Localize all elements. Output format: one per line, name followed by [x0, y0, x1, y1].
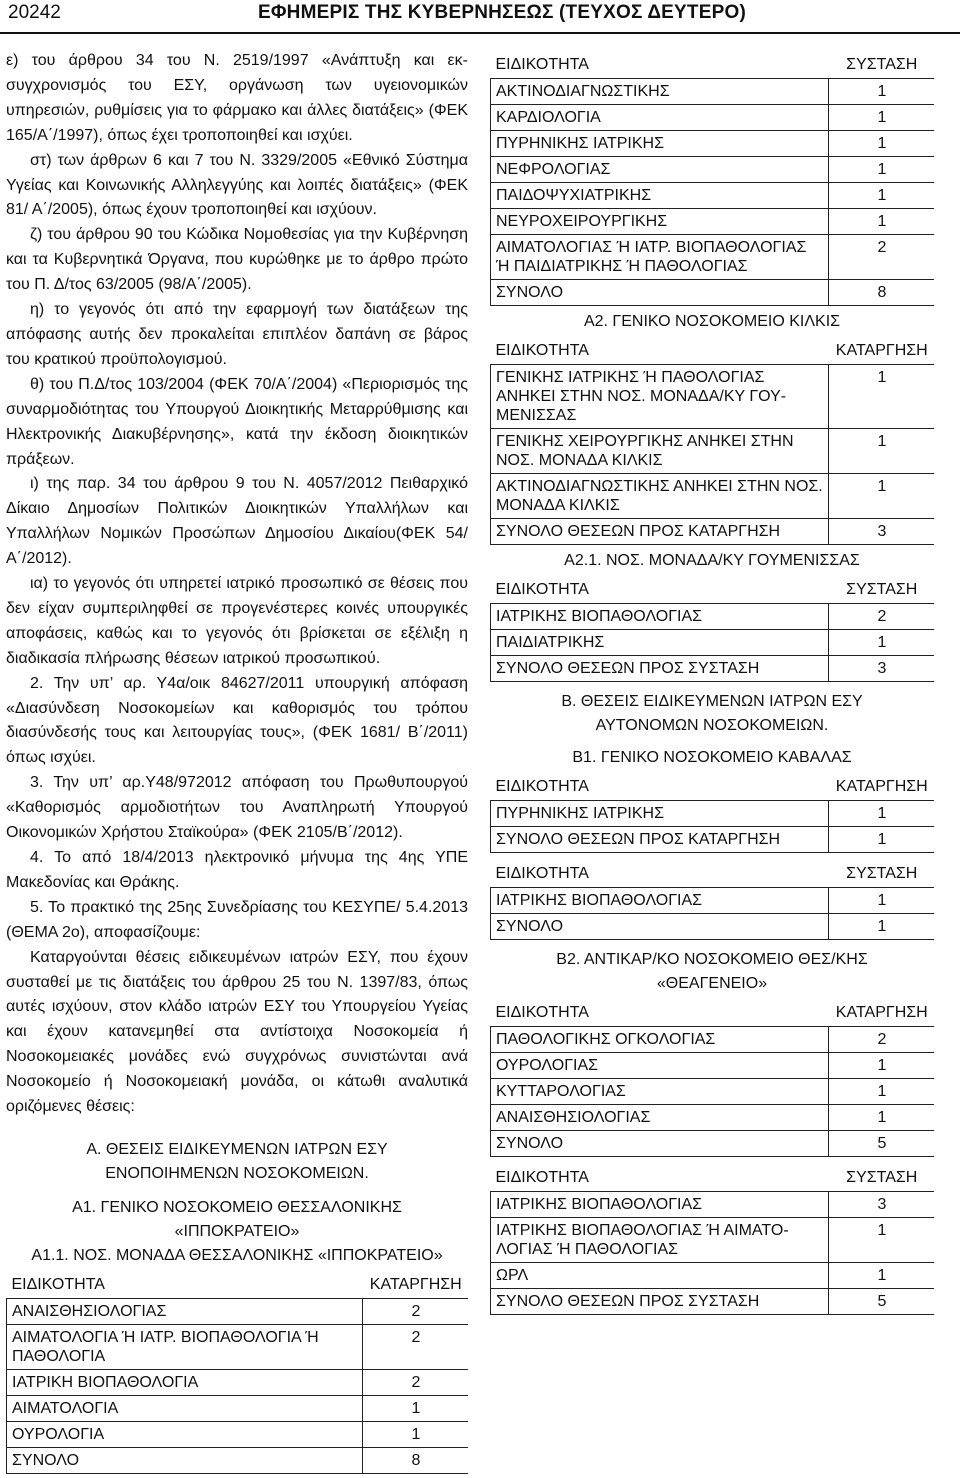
- column-header-specialty: ΕΙΔΙΚΟΤΗΤΑ: [495, 865, 589, 882]
- paragraph: η) το γεγονός ότι από την εφαρμογή των διατάξεων της απόφασης αυτής δεν προκαλείται επιπλέον δαπάνη σε βάρος του κρατικού προϋπολογισμού.: [6, 301, 468, 368]
- count-cell: 5: [829, 1131, 935, 1157]
- paragraph: ε) του άρθρου 34 του Ν. 2519/1997 «Ανάπτυξη και εκσυγχρονισμός του ΕΣΥ, οργάνωση των υγειονομικών υπηρεσιών, ρυθμίσεις για το φάρμακο και άλλες διατάξεις» (ΦΕΚ 165/Α΄/1997), όπως έχει τροποποιηθεί και ισχύει.: [6, 52, 468, 144]
- table-header-row: [491, 1000, 935, 1027]
- paragraph: ζ) του άρθρου 90 του Κώδικα Νομοθεσίας για την Κυβέρνηση και τα Κυβερνητικά Όργανα, που κυρώθηκε με το άρθρο πρώτο του Π. Δ/τος 63/2005 (98/Α΄/2005).: [6, 226, 468, 294]
- table-row: [7, 1369, 469, 1395]
- table-header-row: [7, 1272, 469, 1299]
- specialty-cell: ΝΕΦΡΟΛΟΓΙΑΣ: [491, 157, 829, 183]
- count-cell: 3: [829, 519, 935, 545]
- column-header-action: ΚΑΤΑΡΓΗΣΗ: [835, 1004, 928, 1021]
- table-row: [491, 519, 935, 545]
- section-heading-a1: Α1. ΓΕΝΙΚΟ ΝΟΣΟΚΟΜΕΙΟ ΘΕΣΣΑΛΟΝΙΚΗΣ «ΙΠΠΟΚΡΑΤΕΙΟ»: [72, 1198, 402, 1240]
- position-table: [490, 861, 934, 940]
- count-cell: 1: [829, 131, 935, 157]
- table-row: [491, 105, 935, 131]
- count-cell: 2: [363, 1324, 469, 1369]
- table-row: [7, 1421, 469, 1447]
- specialty-cell: ΟΥΡΟΛΟΓΙΑ: [7, 1421, 363, 1447]
- section-heading-b2: Β2. ΑΝΤΙΚΑΡ/ΚΟ ΝΟΣΟΚΟΜΕΙΟ ΘΕΣ/ΚΗΣ «ΘΕΑΓΕΝΕΙΟ»: [556, 951, 868, 992]
- count-cell: 1: [829, 157, 935, 183]
- table-row: [7, 1324, 469, 1369]
- section-heading-b: Β. ΘΕΣΕΙΣ ΕΙΔΙΚΕΥΜΕΝΩΝ ΙΑΤΡΩΝ ΕΣΥ ΑΥΤΟΝΟΜΩΝ ΝΟΣΟΚΟΜΕΙΩΝ.: [561, 693, 863, 734]
- table-row: [491, 801, 935, 827]
- table-row: [7, 1395, 469, 1421]
- table-row: [491, 1131, 935, 1157]
- table-row: [491, 209, 935, 235]
- count-cell: 2: [829, 235, 935, 280]
- count-cell: 2: [829, 604, 935, 630]
- column-header-specialty: ΕΙΔΙΚΟΤΗΤΑ: [495, 778, 589, 795]
- count-cell: 1: [829, 183, 935, 209]
- left-column: [6, 49, 468, 1478]
- table-row: [491, 1027, 935, 1053]
- table-b2-systasi: [490, 1165, 934, 1315]
- specialty-cell: ΑΝΑΙΣΘΗΣΙΟΛΟΓΙΑΣ: [491, 1105, 829, 1131]
- table-header-row: [491, 861, 935, 888]
- count-cell: 1: [829, 1053, 935, 1079]
- paragraph: 2. Την υπ’ αρ. Υ4α/οικ 84627/2011 υπουργική απόφαση «Διασύνδεση Νοσοκομείων και καθορισμός του τρόπου διασύνδεσής τους και λειτουργίας τους», (ΦΕΚ 1681/ Β΄/2011) όπως ισχύει.: [6, 674, 468, 767]
- count-cell: 1: [829, 1079, 935, 1105]
- count-cell: 3: [829, 656, 935, 682]
- position-table: [490, 52, 934, 306]
- page-header: [0, 0, 960, 34]
- specialty-cell: ΚΥΤΤΑΡΟΛΟΓΙΑΣ: [491, 1079, 829, 1105]
- section-heading-a: Α. ΘΕΣΕΙΣ ΕΙΔΙΚΕΥΜΕΝΩΝ ΙΑΤΡΩΝ ΕΣΥ ΕΝΟΠΟΙΗΜΕΝΩΝ ΝΟΣΟΚΟΜΕΙΩΝ.: [86, 1140, 388, 1182]
- table-row: [491, 656, 935, 682]
- specialty-cell: ΠΑΙΔΟΨΥΧΙΑΤΡΙΚΗΣ: [491, 183, 829, 209]
- specialty-cell: ΙΑΤΡΙΚΗΣ ΒΙΟΠΑΘΟΛΟΓΙΑΣ: [491, 1192, 829, 1218]
- specialty-cell: ΑΚΤΙΝΟΔΙΑΓΝΩΣΤΙΚΗΣ: [491, 79, 829, 105]
- column-header-specialty: ΕΙΔΙΚΟΤΗΤΑ: [495, 1169, 589, 1186]
- paragraph: 3. Την υπ’ αρ.Υ48/972012 απόφαση του Πρωθυπουργού «Καθορισμός αρμοδιοτήτων του Αναπληρωτή Υπουργού Οικονομικών Χρήστου Σταϊκούρα» (ΦΕΚ 2105/Β΄/2012).: [6, 774, 468, 842]
- specialty-cell: ΣΥΝΟΛΟ ΘΕΣΕΩΝ ΠΡΟΣ ΚΑΤΑΡΓΗΣΗ: [491, 827, 829, 853]
- table-row: [491, 888, 935, 914]
- count-cell: 2: [363, 1369, 469, 1395]
- table-row: [491, 827, 935, 853]
- table-row: [491, 157, 935, 183]
- specialty-cell: ΣΥΝΟΛΟ ΘΕΣΕΩΝ ΠΡΟΣ ΣΥΣΤΑΣΗ: [491, 1289, 829, 1315]
- specialty-cell: ΓΕΝΙΚΗΣ ΙΑΤΡΙΚΗΣ Ή ΠΑΘΟΛΟΓΙΑΣ ΑΝΗΚΕΙ ΣΤΗΝ ΝΟΣ. ΜΟΝΑΔΑ/ΚΥ ΓΟΥΜΕΝΙΣΣΑΣ: [491, 365, 829, 429]
- table-row: [491, 183, 935, 209]
- page-number: 20242: [8, 2, 61, 23]
- specialty-cell: ΑΙΜΑΤΟΛΟΓΙΑ Ή ΙΑΤΡ. ΒΙΟΠΑΘΟΛΟΓΙΑ Ή ΠΑΘΟΛΟΓΙΑ: [7, 1324, 363, 1369]
- column-header-specialty: ΕΙΔΙΚΟΤΗΤΑ: [495, 581, 589, 598]
- table-row: [491, 1218, 935, 1263]
- column-header-specialty: ΕΙΔΙΚΟΤΗΤΑ: [495, 342, 589, 359]
- count-cell: 8: [829, 280, 935, 306]
- section-heading-a21: Α2.1. ΝΟΣ. ΜΟΝΑΔΑ/ΚΥ ΓΟΥΜΕΝΙΣΣΑΣ: [564, 552, 860, 569]
- specialty-cell: ΑΝΑΙΣΘΗΣΙΟΛΟΓΙΑΣ: [7, 1298, 363, 1324]
- count-cell: 1: [829, 474, 935, 519]
- count-cell: 1: [829, 209, 935, 235]
- table-b1-katargisi: [490, 774, 934, 853]
- table-a11-katargisi: [6, 1272, 468, 1474]
- table-header-row: [491, 52, 935, 79]
- paragraph: θ) του Π.Δ/τος 103/2004 (ΦΕΚ 70/Α΄/2004) «Περιορισμός της συναρμοδιότητας του Υπουργού Διοικητικής Μεταρρύθμισης και Ηλεκτρονικής Διακυβέρνησης», κατά την έκδοση διοικητικών πράξεων.: [6, 375, 468, 468]
- table-b1-systasi: [490, 861, 934, 940]
- specialty-cell: ΣΥΝΟΛΟ ΘΕΣΕΩΝ ΠΡΟΣ ΣΥΣΤΑΣΗ: [491, 656, 829, 682]
- specialty-cell: ΠΑΘΟΛΟΓΙΚΗΣ ΟΓΚΟΛΟΓΙΑΣ: [491, 1027, 829, 1053]
- table-row: [491, 235, 935, 280]
- position-table: [490, 1165, 934, 1315]
- specialty-cell: ΓΕΝΙΚΗΣ ΧΕΙΡΟΥΡΓΙΚΗΣ ΑΝΗΚΕΙ ΣΤΗΝ ΝΟΣ. ΜΟΝΑΔΑ ΚΙΛΚΙΣ: [491, 429, 829, 474]
- table-header-row: [491, 1165, 935, 1192]
- count-cell: 1: [363, 1395, 469, 1421]
- table-b2-katargisi: [490, 1000, 934, 1157]
- specialty-cell: ΩΡΛ: [491, 1263, 829, 1289]
- count-cell: 1: [829, 79, 935, 105]
- table-row: [491, 914, 935, 940]
- table-row: [491, 1192, 935, 1218]
- count-cell: 1: [829, 827, 935, 853]
- specialty-cell: ΠΑΙΔΙΑΤΡΙΚΗΣ: [491, 630, 829, 656]
- specialty-cell: ΣΥΝΟΛΟ: [7, 1447, 363, 1473]
- table-row: [491, 1289, 935, 1315]
- specialty-cell: ΠΥΡΗΝΙΚΗΣ ΙΑΤΡΙΚΗΣ: [491, 801, 829, 827]
- count-cell: 1: [829, 429, 935, 474]
- position-table: [490, 1000, 934, 1157]
- column-header-specialty: ΕΙΔΙΚΟΤΗΤΑ: [495, 56, 589, 73]
- table-row: [491, 365, 935, 429]
- column-header-specialty: ΕΙΔΙΚΟΤΗΤΑ: [495, 1004, 589, 1021]
- position-table: [490, 774, 934, 853]
- section-heading-a11: Α1.1. ΝΟΣ. ΜΟΝΑΔΑ ΘΕΣΣΑΛΟΝΙΚΗΣ «ΙΠΠΟΚΡΑΤΕΙΟ»: [31, 1246, 443, 1264]
- specialty-cell: ΑΙΜΑΤΟΛΟΓΙΑ: [7, 1395, 363, 1421]
- count-cell: 1: [829, 888, 935, 914]
- count-cell: 1: [829, 1105, 935, 1131]
- table-a11-systasi: [490, 52, 934, 306]
- column-header-action: ΚΑΤΑΡΓΗΣΗ: [369, 1275, 462, 1293]
- specialty-cell: ΚΑΡΔΙΟΛΟΓΙΑ: [491, 105, 829, 131]
- table-row: [491, 131, 935, 157]
- column-header-action: ΚΑΤΑΡΓΗΣΗ: [835, 778, 928, 795]
- count-cell: 1: [363, 1421, 469, 1447]
- count-cell: 1: [829, 801, 935, 827]
- table-row: [491, 630, 935, 656]
- count-cell: 2: [363, 1298, 469, 1324]
- table-a21-systasi: [490, 577, 934, 682]
- table-row: [491, 474, 935, 519]
- column-header-action: ΣΥΣΤΑΣΗ: [846, 865, 918, 882]
- specialty-cell: ΣΥΝΟΛΟ: [491, 280, 829, 306]
- position-table: [490, 577, 934, 682]
- specialty-cell: ΑΙΜΑΤΟΛΟΓΙΑΣ Ή ΙΑΤΡ. ΒΙΟΠΑΘΟΛΟΓΙΑΣ Ή ΠΑΙΔΙΑΤΡΙΚΗΣ Ή ΠΑΘΟΛΟΓΙΑΣ: [491, 235, 829, 280]
- table-row: [491, 1079, 935, 1105]
- count-cell: 3: [829, 1192, 935, 1218]
- specialty-cell: ΙΑΤΡΙΚΗΣ ΒΙΟΠΑΘΟΛΟΓΙΑΣ: [491, 888, 829, 914]
- paragraph: 5. Το πρακτικό της 25ης Συνεδρίασης του ΚΕΣΥΠΕ/ 5.4.2013 (ΘΕΜΑ 2ο), αποφασίζουμε:: [6, 898, 468, 941]
- specialty-cell: ΠΥΡΗΝΙΚΗΣ ΙΑΤΡΙΚΗΣ: [491, 131, 829, 157]
- specialty-cell: ΣΥΝΟΛΟ: [491, 1131, 829, 1157]
- table-a2-katargisi: [490, 338, 934, 545]
- count-cell: 8: [363, 1447, 469, 1473]
- column-header-action: ΣΥΣΤΑΣΗ: [846, 581, 918, 598]
- specialty-cell: ΝΕΥΡΟΧΕΙΡΟΥΡΓΙΚΗΣ: [491, 209, 829, 235]
- table-row: [491, 79, 935, 105]
- table-row: [7, 1447, 469, 1473]
- count-cell: 5: [829, 1289, 935, 1315]
- table-row: [491, 604, 935, 630]
- count-cell: 1: [829, 914, 935, 940]
- paragraph: Καταργούνται θέσεις ειδικευμένων ιατρών ΕΣΥ, που έχουν συσταθεί με τις διατάξεις του άρθρου 25 του Ν. 1397/83, όπως αυτές ισχύουν, στον κλάδο ιατρών ΕΣΥ του Υπουργείου Υγείας και έχουν κατανεμηθεί στα αντίστοιχα Νοσοκομεία ή Νοσοκομειακές μονάδες ενώ συγχρόνως συνιστώνται ανά Νοσοκομείο ή Νοσοκομειακή μονάδα, οι κάτωθι αναλυτικά οριζόμενες θέσεις:: [6, 948, 468, 1116]
- position-table: [6, 1272, 468, 1474]
- table-header-row: [491, 774, 935, 801]
- table-header-row: [491, 577, 935, 604]
- right-column: [490, 52, 934, 1319]
- specialty-cell: ΑΚΤΙΝΟΔΙΑΓΝΩΣΤΙΚΗΣ ΑΝΗΚΕΙ ΣΤΗΝ ΝΟΣ. ΜΟΝΑΔΑ ΚΙΛΚΙΣ: [491, 474, 829, 519]
- count-cell: 1: [829, 105, 935, 131]
- specialty-cell: ΙΑΤΡΙΚΗ ΒΙΟΠΑΘΟΛΟΓΙΑ: [7, 1369, 363, 1395]
- specialty-cell: ΣΥΝΟΛΟ ΘΕΣΕΩΝ ΠΡΟΣ ΚΑΤΑΡΓΗΣΗ: [491, 519, 829, 545]
- table-row: [491, 280, 935, 306]
- gazette-title: ΕΦΗΜΕΡΙΣ ΤΗΣ ΚΥΒΕΡΝΗΣΕΩΣ (ΤΕΥΧΟΣ ΔΕΥΤΕΡΟ): [258, 2, 746, 23]
- paragraph: 4. Το από 18/4/2013 ηλεκτρονικό μήνυμα της 4ης ΥΠΕ Μακεδονίας και Θράκης.: [6, 849, 468, 891]
- table-row: [491, 1105, 935, 1131]
- paragraph: ι) της παρ. 34 του άρθρου 9 του Ν. 4057/2012 Πειθαρχικό Δίκαιο Δημοσίων Πολιτικών Διοικητικών Υπαλλήλων και Υπαλλήλων Νομικών Προσώπων Δημοσίου Δικαίου(ΦΕΚ 54/Α΄/2012).: [6, 475, 468, 568]
- column-header-action: ΣΥΣΤΑΣΗ: [846, 1169, 918, 1186]
- position-table: [490, 338, 934, 545]
- table-row: [491, 1053, 935, 1079]
- table-row: [491, 429, 935, 474]
- column-header-action: ΚΑΤΑΡΓΗΣΗ: [835, 342, 928, 359]
- specialty-cell: ΣΥΝΟΛΟ: [491, 914, 829, 940]
- count-cell: 1: [829, 1263, 935, 1289]
- table-row: [491, 1263, 935, 1289]
- column-header-action: ΣΥΣΤΑΣΗ: [846, 56, 918, 73]
- table-row: [7, 1298, 469, 1324]
- table-header-row: [491, 338, 935, 365]
- specialty-cell: ΟΥΡΟΛΟΓΙΑΣ: [491, 1053, 829, 1079]
- count-cell: 1: [829, 1218, 935, 1263]
- section-heading-b1: Β1. ΓΕΝΙΚΟ ΝΟΣΟΚΟΜΕΙΟ ΚΑΒΑΛΑΣ: [572, 749, 852, 766]
- paragraph: ια) το γεγονός ότι υπηρετεί ιατρικό προσωπικό σε θέσεις που δεν είχαν συμπεριληφθεί σε προγενέστερες κοινές υπουργικές αποφάσεις, καθώς και το γεγονός ότι βρίσκεται σε εξέλιξη η διαδικασία πλήρωσης θέσεων ιατρικού προσωπικού.: [6, 575, 468, 667]
- count-cell: 1: [829, 630, 935, 656]
- paragraph: στ) των άρθρων 6 και 7 του Ν. 3329/2005 «Εθνικό Σύστημα Υγείας και Κοινωνικής Αλληλεγγύης και λοιπές διατάξεις» (ΦΕΚ 81/ Α΄/2005), όπως έχουν τροποποιηθεί και ισχύουν.: [6, 151, 468, 219]
- count-cell: 2: [829, 1027, 935, 1053]
- column-header-specialty: ΕΙΔΙΚΟΤΗΤΑ: [11, 1275, 105, 1293]
- specialty-cell: ΙΑΤΡΙΚΗΣ ΒΙΟΠΑΘΟΛΟΓΙΑΣ Ή ΑΙΜΑΤΟΛΟΓΙΑΣ Ή ΠΑΘΟΛΟΓΙΑΣ: [491, 1218, 829, 1263]
- count-cell: 1: [829, 365, 935, 429]
- specialty-cell: ΙΑΤΡΙΚΗΣ ΒΙΟΠΑΘΟΛΟΓΙΑΣ: [491, 604, 829, 630]
- section-heading-a2: Α2. ΓΕΝΙΚΟ ΝΟΣΟΚΟΜΕΙΟ ΚΙΛΚΙΣ: [583, 313, 841, 330]
